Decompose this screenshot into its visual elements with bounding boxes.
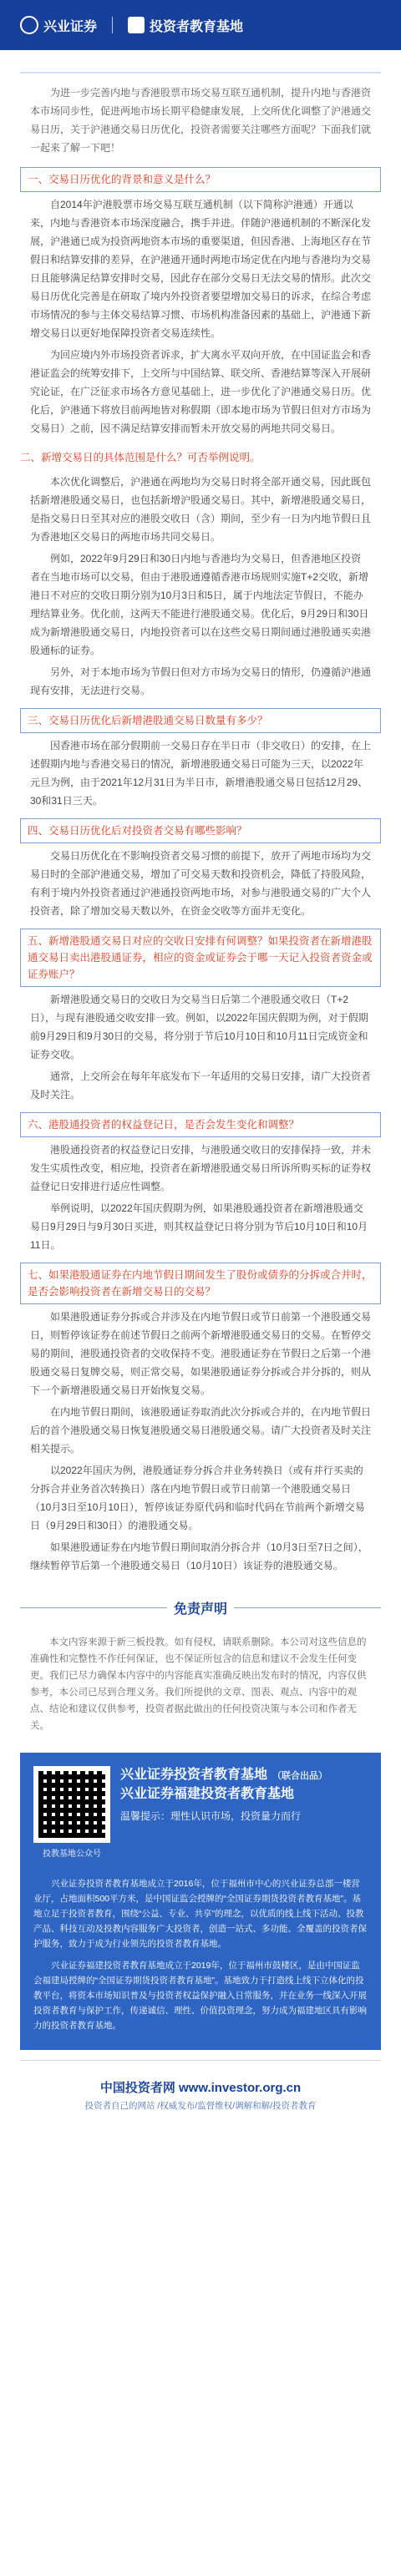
intro-block: [0, 60, 401, 157]
section-paragraph: 以2022年国庆为例，港股通证券分拆合并业务转换日（或有并行买卖的分拆合并业务首次转换日）落在内地节假日或节日前第一个港股通交易日（10月3日至10月10日），暂停该证券原代码和临时代码在节前两个新增交易日（9月29日和30日）的港股通交易。: [30, 1465, 365, 1531]
section-paragraph: 为回应境内外市场投资者诉求，扩大离水平双向开放，在中国证监会和香港证监会的统筹安排下，上交所与中国结算、联交所、香港结算等深入开展研究论证，在广泛征求市场各方意见基础上，进一步优化了沪港通交易日历。优化后，沪港通下将放目前两地皆对称假期（即本地市场为节假日但对方市场为交易日）之前，因不满足结算安排而暂未开放交易的两地共同交易日。: [30, 349, 372, 434]
disclaimer-header: [20, 1598, 381, 1617]
brand-divider: [112, 17, 113, 33]
section-paragraph: 举例说明，以2022年国庆假期为例，如果港股通投资者在新增港股通交易日9月29日与9月30日买进，则其权益登记日将分别为节后10月10日和10月11日。: [30, 1202, 368, 1251]
section-title: 四、交易日历优化后对投资者交易有哪些影响？: [20, 818, 381, 843]
section-paragraph: 如果港股通证券分拆或合并涉及在内地节假日或节日前第一个港股通交易日，则暂停该证券在前述节假日之前两个新增港股通交易日的交易。在暂停交易的期间，港股通投资者的交收保持不变。港股通证券在节假日之后第一个港股通交易日复牌交易，则正常交易，如果港股通证券分拆或合并分拆的，则从下一个新增港股通交易日开始恢复交易。: [30, 1311, 372, 1396]
brand-right-text: 投资者教育基地: [150, 19, 244, 34]
qr-code[interactable]: [33, 1766, 110, 1843]
promo-card: [20, 1753, 381, 1866]
footer-slogan: 投资者自己的网站 /权威发布/监督维权/调解和解/投资者教育: [84, 2100, 317, 2111]
section-paragraph: 港股通投资者的权益登记日安排，与港股通交收日的安排保持一致，并未发生实质性改变，相应地，投资者在新增港股通交易日所诉所购买标的证券权益登记日安排进行适应性调整。: [30, 1144, 372, 1192]
promo-line1-tag: （联合出品）: [272, 1770, 328, 1781]
footer-site[interactable]: 中国投资者网 www.investor.org.cn: [99, 2080, 302, 2095]
promo-line1-text: 兴业证券投资者教育基地: [120, 1767, 268, 1782]
promo-line3: 温馨提示：理性认识市场，投资量力而行: [120, 1809, 302, 1822]
promo-line1: [120, 1766, 368, 1785]
qr-block: [33, 1766, 110, 1859]
footer: [20, 2060, 381, 2129]
info-para-2: 兴业证券福建投资者教育基地成立于2019年，位于福州市鼓楼区，是由中国证监会福建局授牌的“全国证券期货投资者教育基地”。基地致力于打造线上线下立体化的投教平台，将资本市场知识普及与投资者权益保护融入日常服务，并在业务一线深入开展投资者教育与保护工作，传递诚信、理性、价值投资理念，努力成为福建地区具有影响力的投资者教育基地。: [33, 1960, 367, 2031]
section-paragraph: 通常，上交所会在每年年底发布下一年适用的交易日安排，请广大投资者及时关注。: [30, 1070, 372, 1101]
info-para-1: 兴业证券投资者教育基地成立于2016年，位于福州市中心的兴业证券总部一楼营业厅，占地面积500平方米，是中国证监会授牌的“全国证券期货投资者教育基地”。基地立足于投资者教育，围绕“公益、专业、共享”的理念，以优质的线上线下活动、投教产品、科技互动及投教内容服务广大投资者，创造一站式、多功能、全覆盖的投资者保护服务，致力于成为行业领先的投资者教育基地。: [33, 1878, 367, 1949]
section-title: 一、交易日历优化的背景和意义是什么？: [20, 167, 381, 192]
section-paragraph: 在内地节假日期间，该港股通证券取消此次分拆或合并的，在内地节假日后的首个港股通交易日恢复港股通交易日港股通交易。请广大投资者及时关注相关提示。: [30, 1406, 372, 1455]
intro-text: 为进一步完善内地与香港股票市场交易互联互通机制，提升内地与香港资本市场同步性，促进两地市场长期平稳健康发展，上交所优化调整了沪港通交易日历，关于沪港通交易日历优化，投资者需要关注哪些方面呢？下面我们就一起来了解一下吧！: [30, 87, 372, 154]
brand-edu-base: [128, 16, 243, 35]
section-paragraph: 因香港市场在部分假期前一交易日存在半日市（非交收日）的安排，在上述假期内地与香港交易日的情况，新增港股通交易日可能为三天，以2022年元旦为例，由于2021年12月31日为半日市，新增港股通交易日包括12月29、30和31日三天。: [30, 740, 372, 807]
disclaimer-text: 本文内容来源于新三板投教。如有侵权，请联系删除。本公司对这些信息的准确性和完整性不作任何保证，也不保证所包含的信息和建议不会发生任何变更。我们已尽力确保本内容中的内容能真实准确反映出发布时的情况，内容仅供参考，本公司已尽到合理义务。我们所提供的文章、图表、观点、内容中的观点、结论和建议仅供参考，投资者据此做出的任何投资决策与本公司和作者无关。: [30, 1637, 367, 1731]
section-paragraph: 如果港股通证券在内地节假日期间取消分拆合并（10月3日至7日之间），继续暂停节后第一个港股通交易日（10月10日）该证券的港股通交易。: [30, 1541, 368, 1571]
section-paragraph: 自2014年沪港股票市场交易互联互通机制（以下简称沪港通）开通以来，内地与香港资本市场深度融合，携手并进。伴随沪港通机制的不断深化发展，沪港通已成为投资两地资本市场的重要渠道，但因香港、上海地区存在节假日和结算安排的差异，在沪港通开通时两地市场定优在内地与香港均为交易日且能够满足结算安排时交易，因此存在部分交易日无法交易的情形。此次交易日历优化完善是在研取了境内外投资者要望增加交易日的诉求，在综合考虑市场情况的参与主体交易结算习惯、市场机构准备因素的基础上，沪港通下新增交易日以更好地保障投资者交易连续性。: [30, 199, 372, 339]
intro-frame-line: [20, 72, 381, 73]
promo-text: [120, 1766, 368, 1853]
section-title: 二、新增交易日的具体范围是什么？可否举例说明。: [20, 452, 261, 463]
qr-caption: 投教基地公众号: [43, 1849, 101, 1859]
qr-pattern: [38, 1771, 105, 1838]
promo-line2: 兴业证券福建投资者教育基地: [120, 1786, 295, 1801]
section-paragraph: 新增港股通交易日的交收日为交易当日后第二个港股通交收日（T+2日），与现有港股通交收安排一致。例如，以2022年国庆假期为例，对于假期前9月29日和9月30日的交易，将分别于节后10月10日和10月11日完成资金和证券交收。: [30, 994, 368, 1060]
brand-left-text: 兴业证券: [43, 19, 98, 34]
section-paragraph: 本次优化调整后，沪港通在两地均为交易日时将全部开通交易，因此既包括新增港股通交易日，也包括新增沪股通交易日。其中，新增港股通交易日，是指交易日日至其对应的港股交收日（含）期间，至少有一日为内地节假日且为香港地区交易日的两地市场共同交易日。: [30, 476, 372, 543]
section-paragraph: 例如，2022年9月29日和30日内地与香港均为交易日，但香港地区投资者在当地市场可以交易，但由于港股通遵循香港市场规则实施T+2交收，新增港日不对应的交收日期分别为10月3日和5日，属于内地法定节假日，不能办理结算业务。优化前，这两天不能进行港股通交易。优化后，9月29日和30日成为新增港股通交易日，内地投资者可以在这些交易日期间通过港股通买卖港股通标的证券。: [30, 553, 372, 656]
brand-xingye: [20, 16, 97, 35]
top-banner: [0, 0, 401, 50]
section-title: 六、港股通投资者的权益登记日，是否会发生变化和调整？: [20, 1112, 381, 1137]
info-block: [20, 1866, 381, 2050]
section-title: 三、交易日历优化后新增港股通交易日数量有多少？: [20, 708, 381, 733]
xingye-logo-icon: [20, 16, 38, 34]
disclaimer-line-left: [20, 1607, 167, 1608]
section-paragraph: 交易日历优化在不影响投资者交易习惯的前提下，放开了两地市场均为交易日时的全部沪港通交易，增加了可交易天数和投资机会，降低了持股风险，有利于境内外投资者通过沪港通投资两地市场，对参与港股通交易的广大个人投资者，除了增加交易天数以外，在资金交收等方面并无变化。: [30, 850, 372, 917]
section-paragraph: 另外，对于本地市场为节假日但对方市场为交易日的情形，仍遵循沪港通现有安排，无法进行交易。: [30, 666, 372, 696]
disclaimer-line-right: [234, 1607, 381, 1608]
article-body: [0, 167, 401, 1575]
edu-base-logo-icon: [128, 17, 145, 33]
section-title: 五、新增港股通交易日对应的交收日安排有何调整？如果投资者在新增港股通交易日卖出港股通证券，相应的资金或证券会于哪一天记入投资者资金或证券账户？: [20, 929, 381, 987]
section-title: 七、如果港股通证券在内地节假日期间发生了股份或债券的分拆或合并时，是否会影响投资者在新增交易日的交易？: [20, 1263, 381, 1304]
disclaimer-title: 免责声明: [174, 1602, 228, 1617]
